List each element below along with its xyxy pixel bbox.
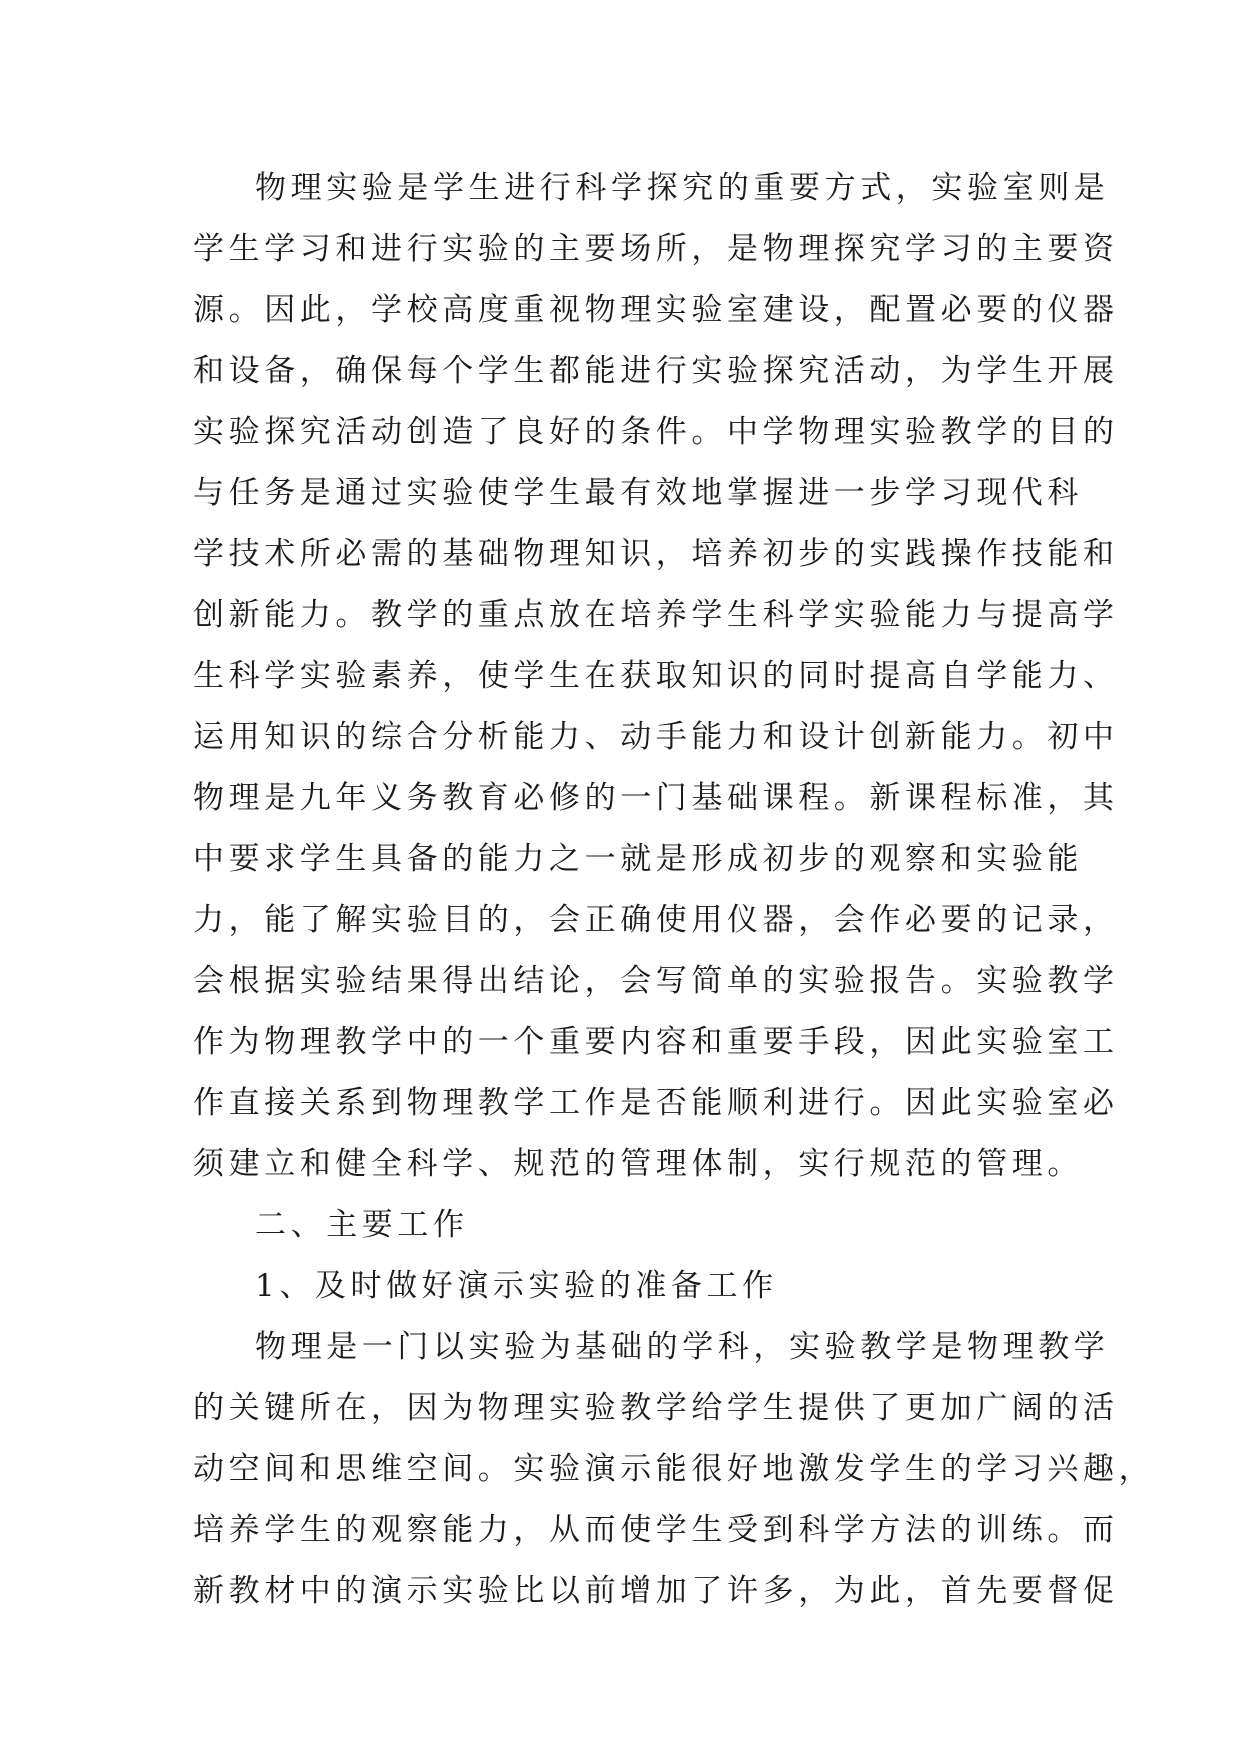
paragraph-line: 须建立和健全科学、规范的管理体制，实行规范的管理。 (193, 1146, 1083, 1182)
paragraph-line: 学技术所必需的基础物理知识，培养初步的实践操作技能和 (193, 536, 1119, 572)
paragraph-line: 运用知识的综合分析能力、动手能力和设计创新能力。初中 (193, 719, 1119, 755)
document-body (193, 158, 1155, 1622)
paragraph-line: 源。因此，学校高度重视物理实验室建设，配置必要的仪器 (193, 292, 1119, 328)
paragraph-line: 新教材中的演示实验比以前增加了许多，为此，首先要督促 (193, 1573, 1119, 1609)
paragraph-line: 物理实验是学生进行科学探究的重要方式，实验室则是 (255, 170, 1110, 206)
paragraph-line: 作直接关系到物理教学工作是否能顺利进行。因此实验室必 (193, 1085, 1119, 1121)
paragraph-line: 中要求学生具备的能力之一就是形成初步的观察和实验能 (193, 841, 1083, 877)
paragraph-line: 会根据实验结果得出结论，会写简单的实验报告。实验教学 (193, 963, 1119, 999)
paragraph-line: 培养学生的观察能力，从而使学生受到科学方法的训练。而 (193, 1512, 1119, 1548)
paragraph-line: 学生学习和进行实验的主要场所，是物理探究学习的主要资 (193, 231, 1119, 267)
paragraph-line: 的关键所在，因为物理实验教学给学生提供了更加广阔的活 (193, 1390, 1119, 1426)
paragraph-line: 物理是一门以实验为基础的学科，实验教学是物理教学 (255, 1329, 1110, 1365)
paragraph-line: 与任务是通过实验使学生最有效地掌握进一步学习现代科 (193, 475, 1083, 511)
paragraph-line: 动空间和思维空间。实验演示能很好地激发学生的学习兴趣， (193, 1451, 1155, 1487)
paragraph-line: 创新能力。教学的重点放在培养学生科学实验能力与提高学 (193, 597, 1119, 633)
paragraph-line: 作为物理教学中的一个重要内容和重要手段，因此实验室工 (193, 1024, 1119, 1060)
paragraph-line: 生科学实验素养，使学生在获取知识的同时提高自学能力、 (193, 658, 1119, 694)
paragraph-line: 和设备，确保每个学生都能进行实验探究活动，为学生开展 (193, 353, 1119, 389)
section-heading: 二、主要工作 (255, 1207, 469, 1243)
subsection-heading: 1、及时做好演示实验的准备工作 (255, 1268, 778, 1304)
paragraph-line: 力，能了解实验目的，会正确使用仪器，会作必要的记录， (193, 902, 1119, 938)
paragraph-line: 物理是九年义务教育必修的一门基础课程。新课程标准，其 (193, 780, 1119, 816)
paragraph-line: 实验探究活动创造了良好的条件。中学物理实验教学的目的 (193, 414, 1119, 450)
